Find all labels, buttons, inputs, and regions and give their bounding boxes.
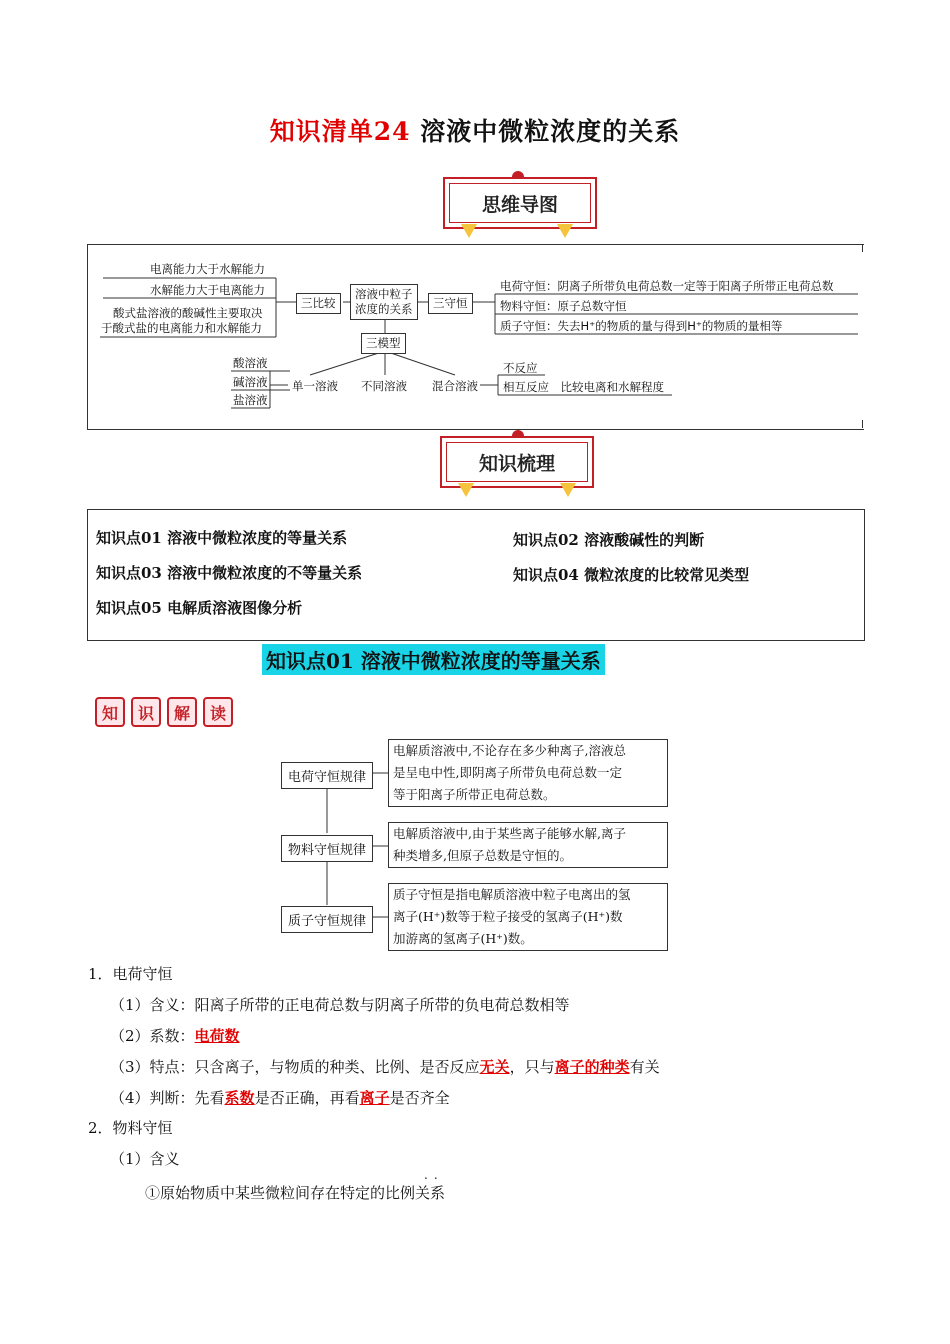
node-shouheng: 三守恒 bbox=[428, 293, 473, 314]
mindmap-react: 相互反应 比较电离和水解程度 bbox=[503, 380, 664, 394]
rule-name: 质子守恒规律 bbox=[281, 906, 373, 933]
highlight-text: 电荷数 bbox=[194, 1027, 240, 1045]
node-center-line2: 浓度的关系 bbox=[355, 302, 413, 316]
rule-desc-line: 等于阳离子所带正电荷总数。 bbox=[393, 787, 556, 802]
node-moxing: 三模型 bbox=[361, 333, 406, 354]
mindmap-left-item: 电离能力大于水解能力 bbox=[150, 262, 265, 276]
heading-2: 2．物料守恒 bbox=[88, 1119, 173, 1137]
body-line: （4）判断：先看系数是否正确，再看离子是否齐全 bbox=[110, 1089, 450, 1107]
mindmap-mixed: 混合溶液 bbox=[432, 379, 478, 393]
mindmap-right-item: 物料守恒：原子总数守恒 bbox=[500, 299, 627, 313]
jiedu-char: 知 bbox=[95, 697, 125, 727]
jiedu-char: 识 bbox=[131, 697, 161, 727]
toc-item[interactable]: 知识点05 电解质溶液图像分析 bbox=[96, 599, 303, 617]
title-text: 溶液中微粒浓度的关系 bbox=[420, 117, 681, 146]
highlight-text: 系数 bbox=[224, 1089, 255, 1107]
highlight-text: 离子 bbox=[359, 1089, 390, 1107]
rule-desc bbox=[388, 739, 668, 807]
mindmap-banner-label: 思维导图 bbox=[481, 193, 558, 216]
toc-item[interactable]: 知识点04 微粒浓度的比较常见类型 bbox=[513, 566, 750, 584]
body-line: （2）系数：电荷数 bbox=[110, 1027, 240, 1045]
toc-item[interactable]: 知识点03 溶液中微粒浓度的不等量关系 bbox=[96, 564, 363, 582]
rule-desc-line: 种类增多,但原子总数是守恒的。 bbox=[393, 848, 572, 863]
jiedu-char: 读 bbox=[203, 697, 233, 727]
highlight-text: 离子的种类 bbox=[554, 1058, 630, 1076]
node-bijiao: 三比较 bbox=[296, 293, 341, 314]
body-line: ①原始物质中某些微粒间存在特定的比例关系 bbox=[145, 1184, 446, 1202]
jiedu-char: 解 bbox=[167, 697, 197, 727]
heading-1: 1．电荷守恒 bbox=[88, 965, 173, 983]
mindmap-left-item: 水解能力大于电离能力 bbox=[150, 283, 265, 297]
rule-desc-line: 是呈电中性,即阴离子所带负电荷总数一定 bbox=[393, 765, 622, 780]
title-number: 知识清单24 bbox=[269, 117, 411, 146]
rule-desc bbox=[388, 883, 668, 951]
body-line: （3）特点：只含离子，与物质的种类、比例、是否反应无关，只与离子的种类有关 bbox=[110, 1058, 660, 1076]
mindmap-solution: 盐溶液 bbox=[233, 393, 268, 407]
node-center-line1: 溶液中粒子 bbox=[355, 287, 413, 301]
mindmap-right-item: 电荷守恒：阴离子所带负电荷总数一定等于阳离子所带正电荷总数 bbox=[500, 279, 834, 293]
mindmap-different: 不同溶液 bbox=[361, 379, 407, 393]
mindmap-left-item: 于酸式盐的电离能力和水解能力 bbox=[101, 321, 262, 335]
rule-desc-line: 电解质溶液中,不论存在多少种离子,溶液总 bbox=[393, 743, 626, 758]
rule-name: 电荷守恒规律 bbox=[281, 762, 373, 789]
rule-desc bbox=[388, 822, 668, 868]
mindmap-solution: 碱溶液 bbox=[233, 375, 268, 389]
rule-desc-line: 离子(H⁺)数等于粒子接受的氢离子(H⁺)数 bbox=[393, 909, 623, 924]
mindmap-solution: 酸溶液 bbox=[233, 356, 268, 370]
section-heading: 知识点01 溶液中微粒浓度的等量关系 bbox=[262, 644, 605, 675]
toc-item[interactable]: 知识点02 溶液酸碱性的判断 bbox=[513, 531, 705, 549]
highlight-text: 无关 bbox=[479, 1058, 510, 1076]
mindmap-single: 单一溶液 bbox=[292, 379, 338, 393]
mindmap-left-item: 酸式盐溶液的酸碱性主要取决 bbox=[113, 306, 263, 320]
outline-banner-label: 知识梳理 bbox=[478, 452, 555, 475]
rule-desc-line: 质子守恒是指电解质溶液中粒子电离出的氢 bbox=[393, 887, 631, 902]
toc-item[interactable]: 知识点01 溶液中微粒浓度的等量关系 bbox=[96, 529, 348, 547]
body-line: （1）含义：阳离子所带的正电荷总数与阴离子所带的负电荷总数相等 bbox=[110, 996, 570, 1014]
rule-desc-line: 加游离的氢离子(H⁺)数。 bbox=[393, 931, 533, 946]
rule-desc-line: 电解质溶液中,由于某些离子能够水解,离子 bbox=[393, 826, 626, 841]
emphasis-dots: .. bbox=[424, 1168, 444, 1182]
mindmap-no-react: 不反应 bbox=[503, 361, 538, 375]
body-line: （1）含义 bbox=[110, 1150, 180, 1168]
mindmap-right-item: 质子守恒：失去H⁺的物质的量与得到H⁺的物质的量相等 bbox=[500, 319, 783, 333]
rule-name: 物料守恒规律 bbox=[281, 835, 373, 862]
